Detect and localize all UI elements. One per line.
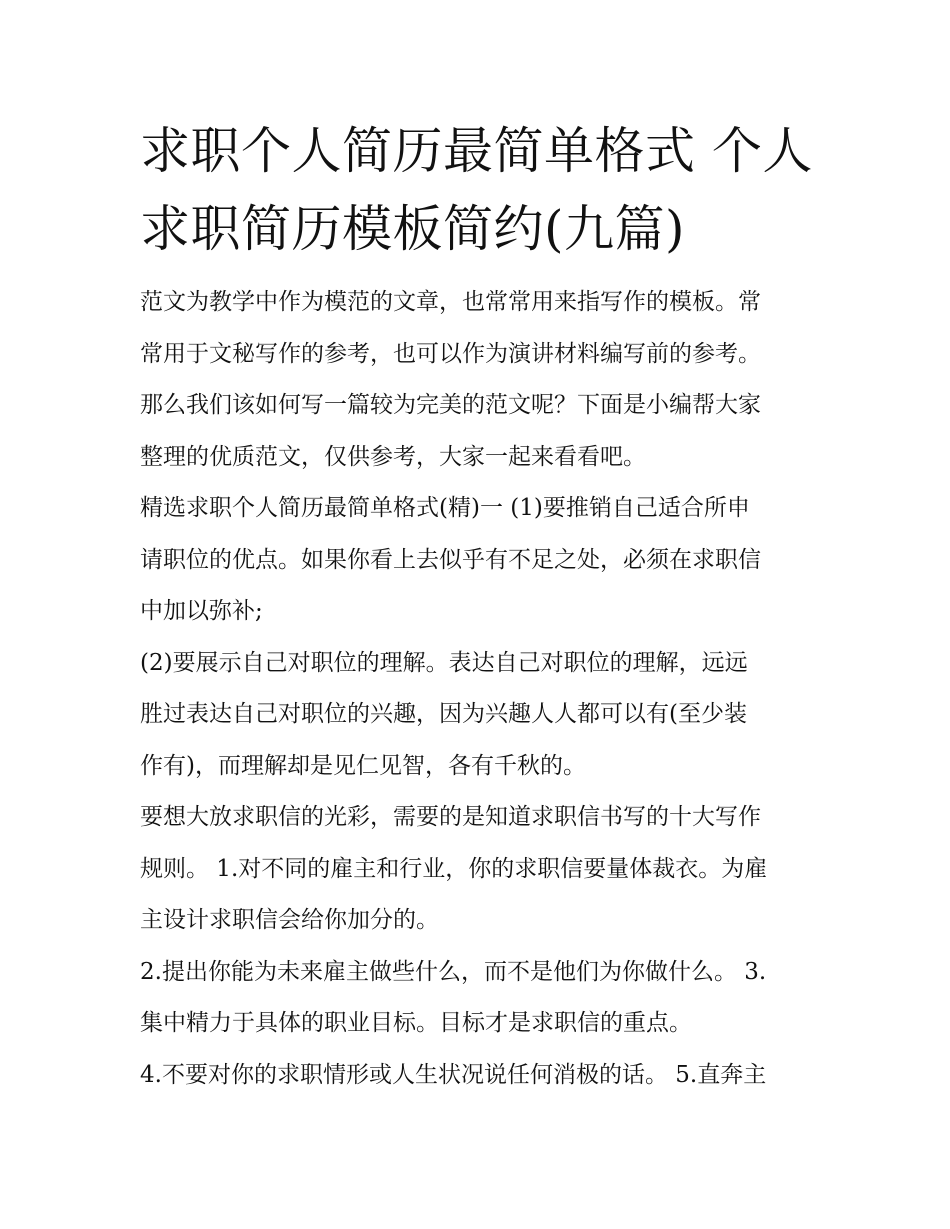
- body-line: 那么我们该如何写一篇较为完美的范文呢？下面是小编帮大家: [140, 392, 761, 418]
- body-line: 常用于文秘写作的参考，也可以作为演讲材料编写前的参考。: [140, 340, 761, 367]
- document-body: [140, 280, 820, 1104]
- body-line: 集中精力于具体的职业目标。目标才是求职信的重点。: [140, 1010, 692, 1036]
- title-line: 求职简历模板简约(九篇): [140, 200, 686, 258]
- body-line: 2.提出你能为未来雇主做些什么，而不是他们为你做什么。 3.: [140, 958, 767, 985]
- body-line: 精选求职个人简历最简单格式(精)一 (1)要推销自己适合所申: [140, 495, 750, 521]
- body-line: 胜过表达自己对职位的兴趣，因为兴趣人人都可以有(至少装: [140, 701, 747, 727]
- body-line: 中加以弥补;: [140, 598, 263, 624]
- body-line: 4.不要对你的求职情形或人生状况说任何消极的话。 5.直奔主: [140, 1061, 767, 1088]
- body-line: (2)要展示自己对职位的理解。表达自己对职位的理解，远远: [140, 649, 748, 676]
- body-line: 范文为教学中作为模范的文章，也常常用来指写作的模板。常: [140, 289, 761, 315]
- body-line: 请职位的优点。如果你看上去似乎有不足之处，必须在求职信: [140, 546, 761, 573]
- body-line: 主设计求职信会给你加分的。: [140, 907, 439, 933]
- body-line: 作有)，而理解却是见仁见智，各有千秋的。: [140, 752, 586, 779]
- body-line: 整理的优质范文，仅供参考，大家一起来看看吧。: [140, 443, 646, 470]
- document-title: [140, 112, 820, 268]
- body-line: 规则。 1.对不同的雇主和行业，你的求职信要量体裁衣。为雇: [140, 855, 768, 882]
- body-line: 要想大放求职信的光彩，需要的是知道求职信书写的十大写作: [140, 804, 761, 830]
- title-line: 求职个人简历最简单格式 个人: [140, 122, 813, 180]
